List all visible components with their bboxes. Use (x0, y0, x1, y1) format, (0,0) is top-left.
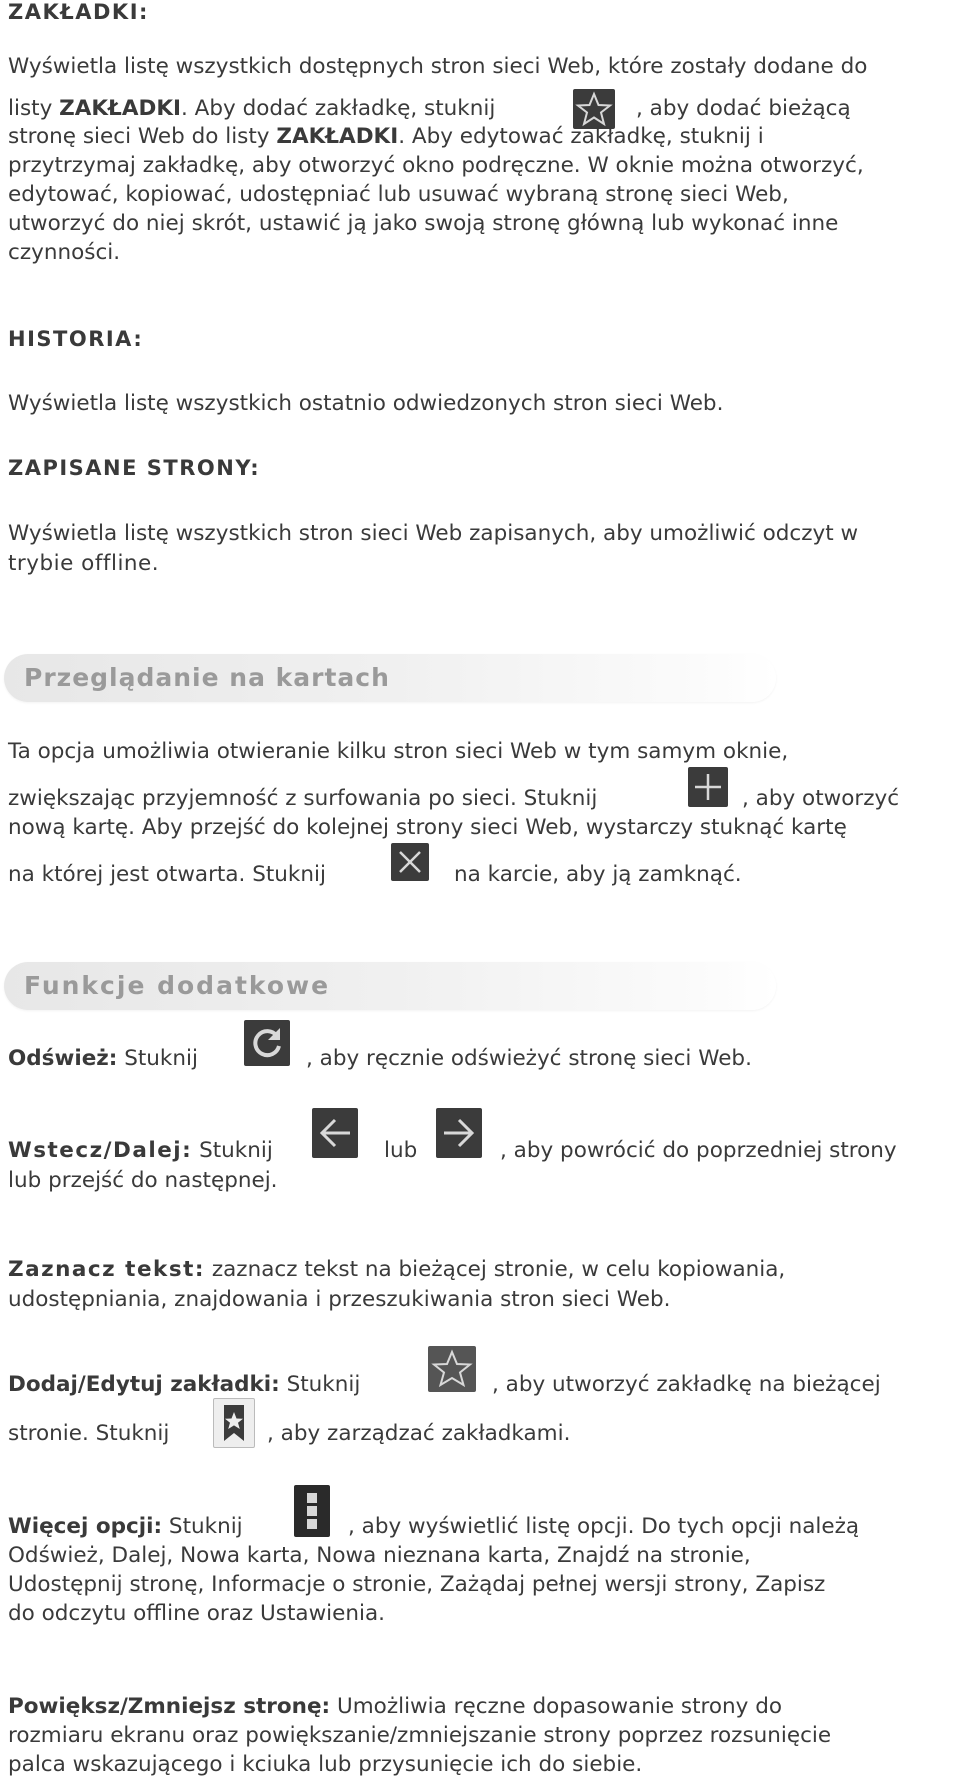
zaznacz-line (8, 1255, 785, 1285)
odswiez-label: Odśwież: (8, 1046, 118, 1071)
karty-line-4: na której jest otwarta. Stuknij (8, 862, 326, 887)
wstecz-label: Wstecz/Dalej: (8, 1138, 193, 1163)
text-fragment: . Aby edytować zakładkę, stuknij i (398, 124, 764, 149)
text-fragment: stronę sieci Web do listy (8, 124, 277, 149)
dodaj-line-2-end: , aby zarządzać zakładkami. (267, 1421, 571, 1446)
text-fragment: Stuknij (162, 1514, 243, 1539)
arrow-left-icon (312, 1108, 358, 1158)
powieksz-line-2: rozmiaru ekranu oraz powiększanie/zmniejszanie strony poprzez rozsunięcie (8, 1723, 832, 1748)
dodaj-label: Dodaj/Edytuj zakładki: (8, 1372, 280, 1397)
text-fragment: zaznacz tekst na bieżącej stronie, w celu kopiowania, (205, 1257, 786, 1282)
dodaj-line-2: stronie. Stuknij (8, 1421, 170, 1446)
text-fragment: Stuknij (192, 1138, 273, 1163)
karty-section-title: Przeglądanie na kartach (24, 663, 390, 692)
odswiez-line-end: , aby ręcznie odświeżyć stronę sieci Web. (306, 1046, 752, 1071)
wstecz-lub: lub (384, 1138, 418, 1163)
text-fragment: Stuknij (117, 1046, 198, 1071)
powieksz-label: Powiększ/Zmniejsz stronę: (8, 1694, 331, 1719)
wiecej-line-2: Odśwież, Dalej, Nowa karta, Nowa nieznana karta, Znajdź na stronie, (8, 1543, 751, 1568)
text-fragment: Stuknij (279, 1372, 361, 1397)
funkcje-section-bar (4, 962, 776, 1010)
zakladki-line-1: Wyświetla listę wszystkich dostępnych stron sieci Web, które zostały dodane do (8, 54, 868, 79)
arrow-right-icon (436, 1108, 482, 1158)
zapisane-line-1: Wyświetla listę wszystkich stron sieci Web zapisanych, aby umożliwić odczyt w (8, 521, 859, 546)
wstecz-line-end: , aby powrócić do poprzedniej strony (500, 1138, 897, 1163)
zakladki-line-3 (8, 122, 764, 152)
zakladki-line-4: przytrzymaj zakładkę, aby otworzyć okno podręczne. W oknie można otworzyć, (8, 153, 864, 178)
star-icon (428, 1346, 476, 1392)
text-fragment: Umożliwia ręczne dopasowanie strony do (330, 1694, 783, 1719)
karty-line-2-end: , aby otworzyć (742, 786, 900, 811)
zaznacz-label: Zaznacz tekst: (8, 1257, 205, 1282)
dodaj-line-end: , aby utworzyć zakładkę na bieżącej (492, 1372, 881, 1397)
dodaj-line (8, 1370, 360, 1400)
historia-text: Wyświetla listę wszystkich ostatnio odwiedzonych stron sieci Web. (8, 391, 724, 416)
karty-line-2: zwiększając przyjemność z surfowania po sieci. Stuknij (8, 786, 598, 811)
text-fragment: . Aby dodać zakładkę, stuknij (180, 96, 496, 121)
karty-line-1: Ta opcja umożliwia otwieranie kilku stron sieci Web w tym samym oknie, (8, 739, 789, 764)
historia-heading: HISTORIA: (8, 327, 144, 351)
zakladki-line-6: utworzyć do niej skrót, ustawić ją jako swoją stronę główną lub wykonać inne (8, 211, 839, 236)
zakladki-line-2 (8, 94, 495, 124)
powieksz-line (8, 1692, 782, 1722)
zakladki-line-5: edytować, kopiować, udostępniać lub usuwać wybraną stronę sieci Web, (8, 182, 789, 207)
wiecej-line-3: Udostępnij stronę, Informacje o stronie, Zażądaj pełnej wersji strony, Zapisz (8, 1572, 826, 1597)
zaznacz-line-2: udostępniania, znajdowania i przeszukiwania stron sieci Web. (8, 1287, 671, 1312)
zakladki-line-2-end: , aby dodać bieżącą (636, 96, 851, 121)
wiecej-line-end: , aby wyświetlić listę opcji. Do tych opcji należą (348, 1514, 860, 1539)
karty-line-4-end: na karcie, aby ją zamknąć. (454, 862, 742, 887)
bold-keyword: ZAKŁADKI (276, 124, 399, 149)
bookmark-list-icon (213, 1398, 255, 1448)
karty-line-3: nową kartę. Aby przejść do kolejnej strony sieci Web, wystarczy stuknąć kartę (8, 815, 847, 840)
wiecej-line (8, 1512, 243, 1542)
bold-keyword: ZAKŁADKI (59, 96, 181, 121)
funkcje-section-title: Funkcje dodatkowe (24, 971, 331, 1000)
wiecej-line-4: do odczytu offline oraz Ustawienia. (8, 1601, 385, 1626)
powieksz-line-3: palca wskazującego i kciuka lub przysunięcie ich do siebie. (8, 1752, 643, 1777)
karty-section-bar (4, 654, 776, 702)
zakladki-heading: ZAKŁADKI: (8, 0, 149, 24)
zapisane-line-2: trybie offline. (8, 551, 160, 576)
text-fragment: listy (8, 96, 60, 121)
wstecz-line (8, 1136, 273, 1166)
more-options-icon (294, 1485, 330, 1537)
zakladki-line-7: czynności. (8, 240, 121, 265)
plus-icon (688, 767, 728, 807)
zapisane-heading: ZAPISANE STRONY: (8, 456, 261, 480)
odswiez-line (8, 1044, 198, 1074)
wiecej-label: Więcej opcji: (8, 1514, 163, 1539)
refresh-icon (244, 1020, 290, 1066)
wstecz-line-2: lub przejść do następnej. (8, 1168, 278, 1193)
close-icon (391, 843, 429, 881)
